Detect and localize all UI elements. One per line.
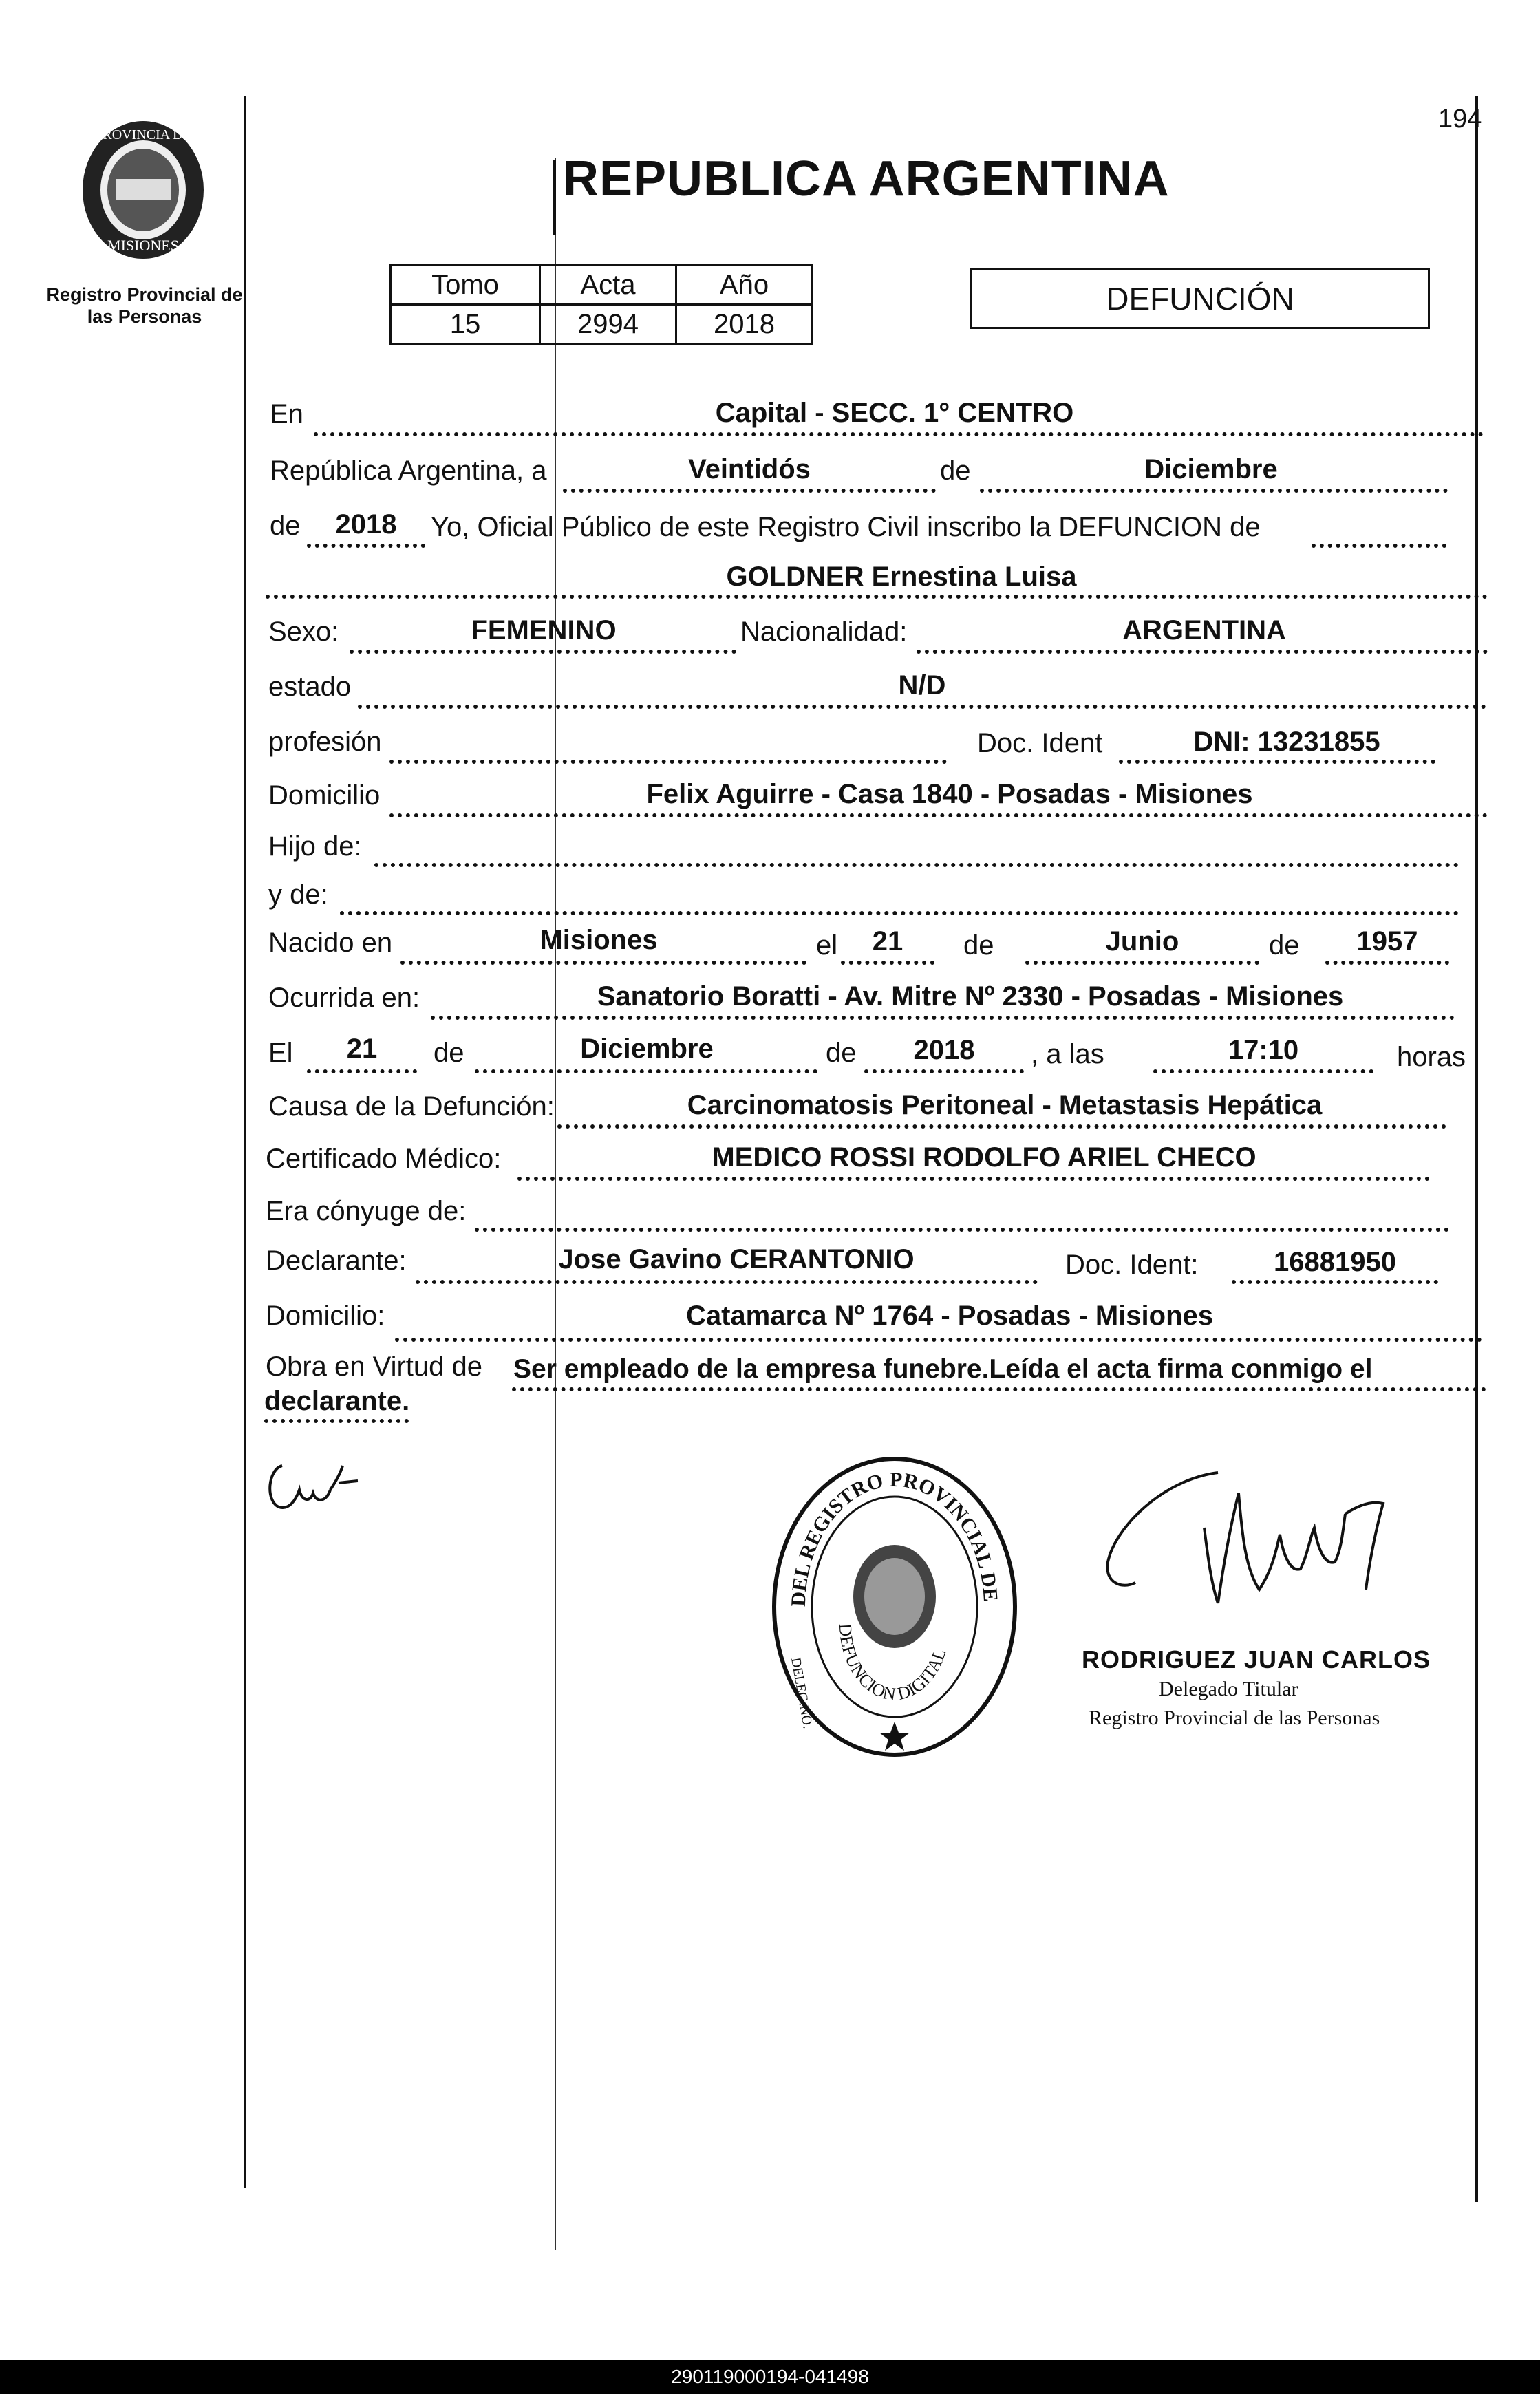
ref-value-tomo: 15 [391,305,540,344]
dots [1119,760,1435,764]
causa-label: Causa de la Defunción: [268,1091,555,1122]
domicilio-label: Domicilio [268,780,381,811]
decl-domicilio-value: Catamarca Nº 1764 - Posadas - Misiones [685,1301,1214,1331]
decl-doc-label: Doc. Ident: [1065,1250,1199,1280]
ref-header-acta: Acta [540,266,676,305]
dots [264,1419,409,1423]
nac-mes-value: Junio [1105,926,1179,956]
declarante-value: Jose Gavino CERANTONIO [558,1244,915,1274]
dots [512,1387,1486,1391]
el-label: el [816,930,838,961]
page-number: 194 [1438,105,1482,133]
reference-table [389,264,813,345]
signer-role: Delegado Titular [1159,1678,1298,1700]
record-type-box: DEFUNCIÓN [970,268,1430,329]
nacionalidad-value: ARGENTINA [1122,615,1286,645]
official-signature [1094,1452,1438,1658]
declarante-label: Declarante: [266,1246,407,1276]
def-dia-value: 21 [346,1034,378,1064]
dots [980,489,1448,493]
nac-de2-label: de [1269,930,1300,961]
registry-label-line2: las Personas [87,306,202,328]
def-anio-value: 2018 [913,1035,975,1065]
dots [1025,961,1259,965]
dots [864,1069,1024,1073]
declarant-initials [261,1452,372,1521]
conyuge-label: Era cónyuge de: [266,1196,467,1226]
y-de-label: y de: [268,879,328,910]
hijo-label: Hijo de: [268,831,362,862]
dots [475,1228,1449,1232]
de-label: de [940,456,971,486]
decl-doc-value: 16881950 [1274,1247,1396,1277]
dots [475,1069,817,1073]
nacido-label: Nacido en [268,928,393,958]
nacionalidad-label: Nacionalidad: [740,617,908,647]
sexo-value: FEMENINO [471,615,617,645]
dots [416,1280,1038,1284]
domicilio-value: Felix Aguirre - Casa 1840 - Posadas - Misiones [646,779,1253,809]
dots [314,432,1484,436]
day-words-value: Veintidós [688,454,811,484]
dots [374,863,1459,867]
dots [517,1177,1430,1181]
title-bar [553,160,556,235]
ocurrida-label: Ocurrida en: [268,983,420,1013]
def-hora-value: 17:10 [1228,1035,1299,1065]
doc-ident-value: DNI: 13231855 [1193,727,1380,757]
dots [431,1016,1455,1020]
registry-label-line1: Registro Provincial de [46,284,243,305]
dots [400,961,806,965]
republica-label: República Argentina, a [270,456,547,486]
obra-line1-value: Ser empleado de la empresa funebre.Leída el acta firma conmigo el [513,1354,1373,1384]
dots [1153,1069,1373,1073]
dots [917,650,1488,654]
doc-ident-label: Doc. Ident [977,728,1103,758]
nacido-lugar-value: Misiones [539,925,658,955]
month-value: Diciembre [1144,454,1278,484]
def-mes-value: Diciembre [580,1034,714,1064]
footer-code: 290119000194-041498 [0,2360,1540,2394]
dots [1325,961,1449,965]
stamp-outer-text: DEL REGISTRO PROVINCIAL DE [787,1468,1003,1607]
dots [266,595,1488,599]
decl-domicilio-label: Domicilio: [266,1301,385,1331]
official-stamp [764,1452,1025,1762]
obra-line2-value: declarante. [264,1386,410,1416]
dots [389,760,947,764]
dots [557,1124,1446,1129]
dots [1232,1280,1438,1284]
year-prefix-label: de [270,511,301,541]
dots [340,911,1459,915]
left-margin-rule [244,96,246,2188]
year-value: 2018 [335,509,397,539]
dots [1312,544,1446,548]
causa-value: Carcinomatosis Peritoneal - Metastasis Hepática [687,1090,1323,1120]
dots [395,1338,1482,1342]
province-seal [74,116,212,264]
page-title: REPUBLICA ARGENTINA [563,151,1170,206]
en-label: En [270,399,303,429]
def-de2-label: de [826,1038,857,1068]
ref-value-anio: 2018 [676,305,812,344]
sexo-label: Sexo: [268,617,339,647]
dots [841,961,934,965]
dots [307,544,425,548]
stamp-left-text: DELEG.NO. [788,1656,815,1730]
estado-label: estado [268,672,352,702]
ref-value-acta: 2994 [540,305,676,344]
certificado-label: Certificado Médico: [266,1144,502,1174]
seal-top-text: PROVINCIA DE [95,127,191,142]
ref-header-tomo: Tomo [391,266,540,305]
fold-line [555,158,556,2250]
nac-anio-value: 1957 [1356,926,1418,956]
deceased-name-value: GOLDNER Ernestina Luisa [726,562,1077,592]
profesion-label: profesión [268,727,382,757]
estado-value: N/D [898,670,946,701]
registry-label [28,284,261,328]
def-de1-label: de [434,1038,464,1068]
dots [307,1069,417,1073]
nac-de1-label: de [963,930,994,961]
right-margin-rule [1475,96,1478,2202]
signer-name: RODRIGUEZ JUAN CARLOS [1082,1645,1431,1674]
el2-label: El [268,1038,293,1068]
seal-bottom-text: MISIONES [107,237,179,254]
horas-label: horas [1397,1042,1466,1072]
signer-org: Registro Provincial de las Personas [1089,1707,1380,1729]
dots [563,489,936,493]
ref-header-anio: Año [676,266,812,305]
a-las-label: , a las [1031,1039,1104,1069]
ocurrida-value: Sanatorio Boratti - Av. Mitre Nº 2330 - Posadas - Misiones [597,981,1344,1012]
dots [358,705,1486,709]
nac-dia-value: 21 [872,926,903,956]
certificado-value: MEDICO ROSSI RODOLFO ARIEL CHECO [712,1142,1256,1173]
dots [350,650,736,654]
stamp-inner-text: DEFUNCION DIGITAL [835,1623,950,1704]
place-value: Capital - SECC. 1° CENTRO [715,398,1074,428]
statement-text: Yo, Oficial Público de este Registro Civil inscribo la DEFUNCION de [431,512,1261,542]
dots [389,813,1488,817]
obra-label: Obra en Virtud de [266,1351,483,1382]
